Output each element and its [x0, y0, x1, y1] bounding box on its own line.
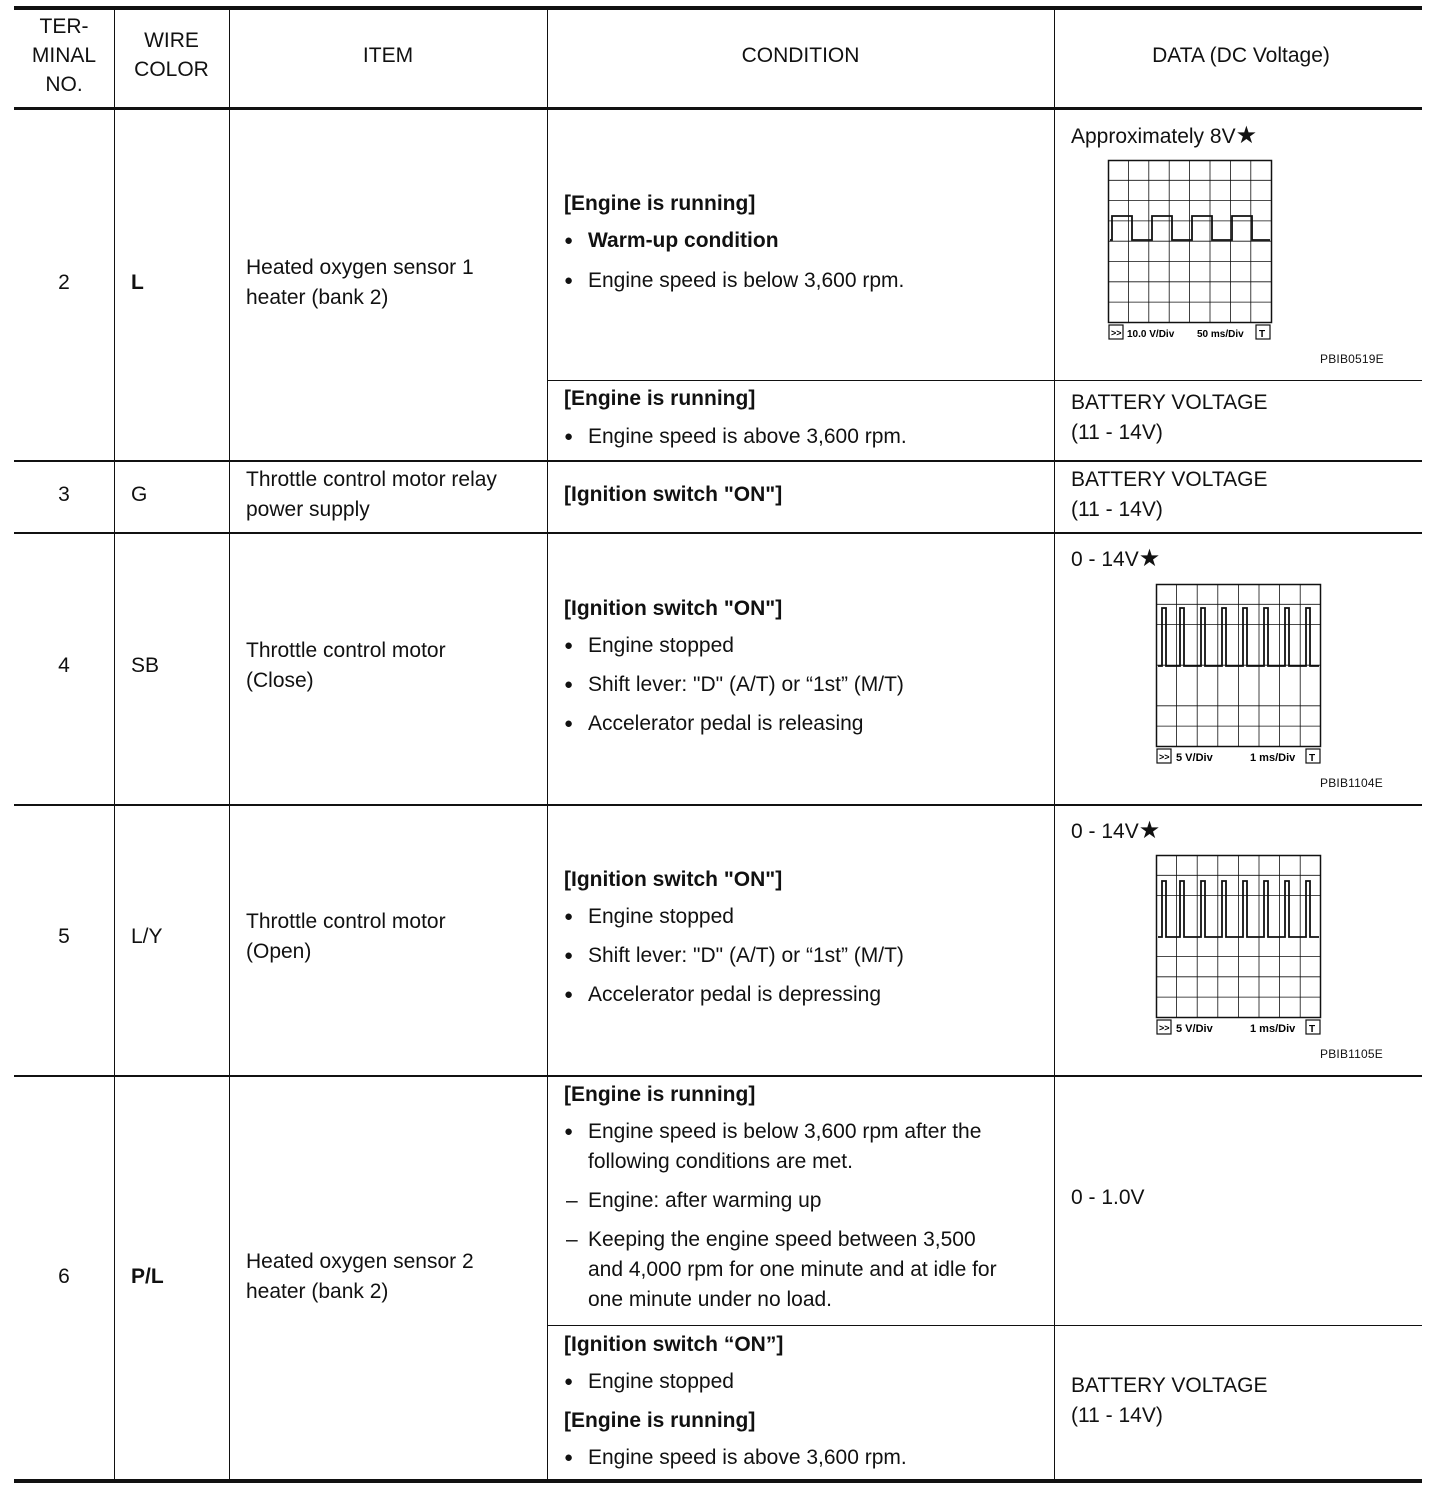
data-value: 0 - 1.0V [1071, 1186, 1145, 1209]
row-divider [548, 1325, 1422, 1326]
scope-right-mark: T [1259, 329, 1266, 340]
row-divider [14, 460, 1422, 462]
condition-bullet: ● Engine speed is below 3,600 rpm. [564, 266, 904, 296]
item-description: Throttle control motor (Open) [246, 910, 446, 963]
condition-bullet: ● Engine speed is above 3,600 rpm. [564, 1443, 907, 1473]
scope-left-mark: >> [1159, 1023, 1170, 1033]
item-description: Heated oxygen sensor 2 heater (bank 2) [246, 1250, 474, 1303]
data-value: 0 - 14V★ [1071, 817, 1161, 844]
row-divider [14, 532, 1422, 534]
figure-code: PBIB0519E [1320, 352, 1384, 366]
row-divider [548, 380, 1422, 381]
header-item: ITEM [362, 44, 414, 67]
condition-sub-item: – Keeping the engine speed between 3,500 and 4,000 rpm for one minute and at idle for one minute under no load. [564, 1225, 997, 1315]
star-icon: ★ [1235, 122, 1258, 149]
condition-heading: [Ignition switch "ON"] [564, 597, 783, 620]
data-value: 0 - 14V★ [1071, 545, 1161, 572]
terminal-number: 5 [58, 925, 70, 948]
data-value: BATTERY VOLTAGE (11 - 14V) [1071, 468, 1268, 521]
column-divider [114, 8, 115, 1482]
oscilloscope-waveform [1108, 160, 1272, 342]
condition-heading: [Engine is running] [564, 387, 756, 410]
scope-volts-per-div: 5 V/Div [1176, 1023, 1213, 1035]
column-divider [1054, 8, 1055, 1482]
wire-color: L [131, 271, 144, 294]
scope-volts-per-div: 5 V/Div [1176, 752, 1213, 764]
terminal-number: 2 [58, 271, 70, 294]
data-value: Approximately 8V★ [1071, 122, 1258, 149]
column-divider [547, 8, 548, 1482]
header-data: DATA (DC Voltage) [1152, 44, 1330, 67]
star-icon: ★ [1138, 545, 1161, 572]
data-value: BATTERY VOLTAGE (11 - 14V) [1071, 1374, 1268, 1427]
condition-heading: [Ignition switch “ON”] [564, 1333, 784, 1356]
column-divider [229, 8, 230, 1482]
header-bottom-border [14, 107, 1422, 110]
condition-heading: [Ignition switch "ON"] [564, 483, 783, 506]
condition-bullet: ● Engine stopped [564, 631, 734, 661]
item-description: Heated oxygen sensor 1 heater (bank 2) [246, 256, 474, 309]
wire-color: G [131, 483, 148, 506]
condition-bullet: ● Warm-up condition [564, 226, 779, 256]
condition-sub-item: – Engine: after warming up [564, 1186, 821, 1216]
table-bottom-border [14, 1479, 1422, 1483]
row-divider [14, 1075, 1422, 1077]
figure-code: PBIB1105E [1320, 1047, 1383, 1061]
figure-code: PBIB1104E [1320, 776, 1383, 790]
condition-bullet: ● Accelerator pedal is releasing [564, 709, 863, 739]
star-icon: ★ [1138, 817, 1161, 844]
condition-bullet: ● Engine stopped [564, 902, 734, 932]
scope-volts-per-div: 10.0 V/Div [1127, 329, 1175, 340]
condition-bullet: ● Shift lever: "D" (A/T) or “1st” (M/T) [564, 670, 904, 700]
scope-time-per-div: 1 ms/Div [1250, 1023, 1296, 1035]
condition-heading: [Engine is running] [564, 1083, 756, 1106]
item-description: Throttle control motor (Close) [246, 639, 446, 692]
wire-color: SB [131, 654, 160, 677]
terminal-number: 3 [58, 483, 70, 506]
scope-left-mark: >> [1159, 752, 1170, 762]
scope-time-per-div: 1 ms/Div [1250, 752, 1296, 764]
header-condition: CONDITION [741, 44, 860, 67]
header-wire-color: WIRE COLOR [134, 29, 209, 81]
condition-heading: [Engine is running] [564, 1409, 756, 1432]
wire-color: P/L [131, 1265, 164, 1288]
oscilloscope-waveform [1156, 855, 1322, 1037]
scope-right-mark: T [1309, 753, 1316, 764]
terminal-number: 6 [58, 1265, 70, 1288]
item-description: Throttle control motor relay power supply [246, 468, 497, 521]
condition-heading: [Engine is running] [564, 192, 756, 215]
condition-bullet: ● Engine stopped [564, 1367, 734, 1397]
header-terminal-no: TER- MINAL NO. [31, 15, 97, 96]
data-value: BATTERY VOLTAGE (11 - 14V) [1071, 391, 1268, 444]
wire-color: L/Y [131, 925, 163, 948]
scope-time-per-div: 50 ms/Div [1197, 329, 1244, 340]
condition-bullet: ● Engine speed is above 3,600 rpm. [564, 422, 907, 452]
terminal-number: 4 [58, 654, 70, 677]
condition-heading: [Ignition switch "ON"] [564, 868, 783, 891]
condition-bullet: ● Engine speed is below 3,600 rpm after the following conditions are met. [564, 1117, 981, 1177]
condition-bullet: ● Shift lever: "D" (A/T) or “1st” (M/T) [564, 941, 904, 971]
scope-left-mark: >> [1111, 328, 1122, 338]
condition-bullet: ● Accelerator pedal is depressing [564, 980, 881, 1010]
row-divider [14, 804, 1422, 806]
table-top-border [14, 6, 1422, 10]
scope-right-mark: T [1309, 1024, 1316, 1035]
oscilloscope-waveform [1156, 584, 1322, 766]
